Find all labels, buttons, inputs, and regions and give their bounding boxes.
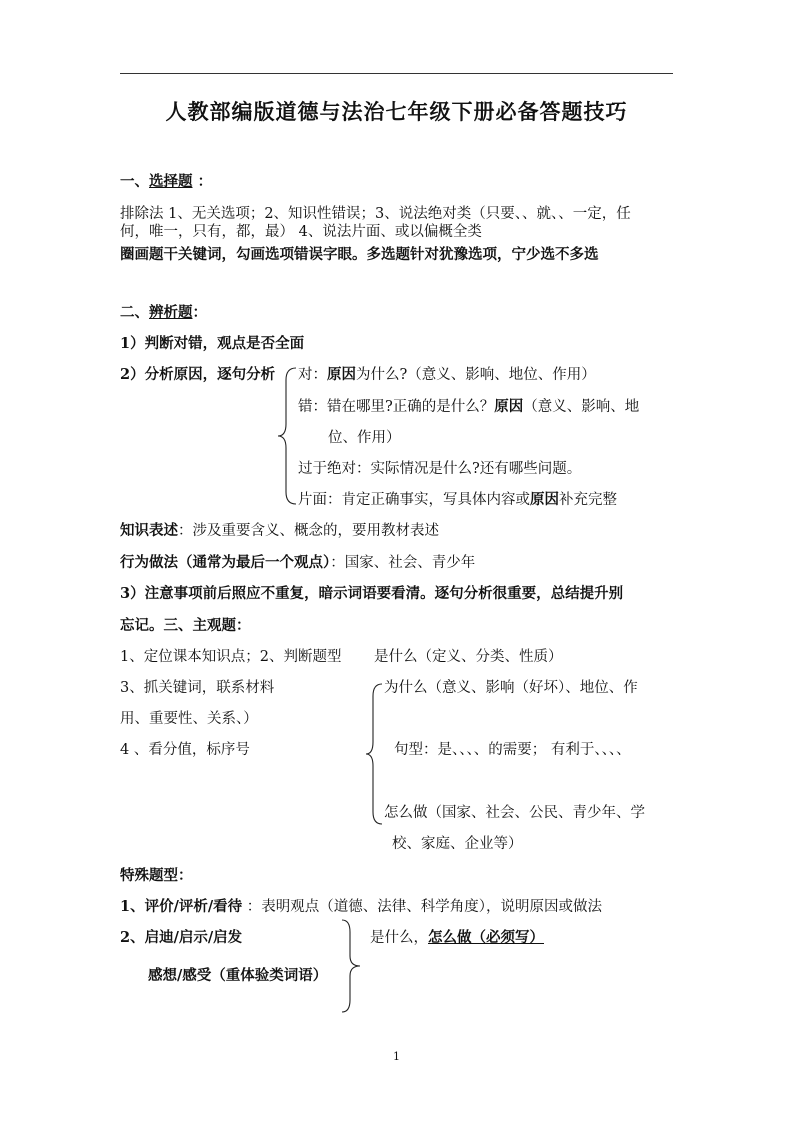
special-brace (340, 918, 362, 1014)
label: 1、评价/评析/看待 (120, 898, 243, 915)
label: 2、启迪/启示/启发 (120, 929, 243, 946)
type-why: 为什么（意义、影响（好坏）、地位、作 (384, 680, 638, 696)
type-how-cont: 校、家庭、企业等） (392, 836, 523, 852)
case-one-sided (298, 490, 617, 510)
special-type-2-answer (370, 928, 544, 948)
reason-keyword: 原因 (327, 366, 356, 383)
reason-keyword: 原因 (530, 491, 559, 508)
text: ：国家、社会、青少年 (330, 555, 476, 571)
choice-line-1: 排除法 1、无关选项；2、知识性错误；3、说法绝对类（只要、、就、、一定，任 (120, 206, 631, 222)
analysis-point-3-cont (120, 616, 251, 636)
sentence-pattern: 句型：是、、、、的需要； 有利于、、、、 (394, 742, 631, 758)
type-how: 怎么做（国家、社会、公民、青少年、学 (384, 805, 645, 821)
section-heading-choice (120, 172, 212, 192)
page-number: 1 (393, 1050, 400, 1063)
knowledge-expression (120, 521, 439, 541)
section-heading-subjective: 三、主观题： (163, 617, 251, 634)
label: 行为做法（通常为最后一个观点） (120, 554, 331, 571)
label: 知识表述 (120, 522, 178, 539)
case-absolute: 过于绝对：实际情况是什么?还有哪些问题。 (298, 461, 582, 477)
case-wrong-cont: 位、作用） (328, 430, 401, 446)
heading-colon: ： (197, 173, 213, 190)
subjective-step-3: 3、抓关键词，联系材料 (120, 680, 275, 696)
analysis-brace (276, 366, 298, 506)
heading-text: 辨析题 (149, 304, 193, 321)
type-why-cont: 用、重要性、关系、） (120, 711, 258, 727)
text: ：表明观点（道德、法律、科学角度），说明原因或做法 (242, 899, 603, 915)
case-text: 片面：肯定正确事实，写具体内容或 (298, 492, 530, 508)
special-type-2 (120, 928, 242, 948)
text: 是什么， (370, 930, 428, 946)
section-heading-analysis (120, 303, 207, 323)
choice-line-2: 何，唯一，只有，都，最） 4、说法片面、或以偏概全类 (120, 224, 482, 240)
behavior-method (120, 553, 475, 573)
choice-line-3: 圈画题干关键词，勾画选项错误字眼。多选题针对犹豫选项，宁少选不多选 (120, 246, 599, 263)
case-wrong (298, 397, 639, 417)
page-title: 人教部编版道德与法治七年级下册必备答题技巧 (165, 99, 628, 124)
emphasis: 怎么做（必须写） (428, 929, 544, 946)
special-type-1 (120, 897, 602, 917)
special-types-heading: 特殊题型： (120, 867, 193, 884)
case-text: （意义、影响、地 (523, 399, 640, 415)
subjective-step-1: 1、定位课本知识点；2、判断题型 (120, 649, 342, 665)
heading-number: 二、 (120, 304, 149, 321)
subjective-step-4: 4 、看分值，标序号 (120, 742, 250, 758)
analysis-point-2: 2）分析原因，逐句分析 (120, 366, 276, 383)
case-text: 为什么?（意义、影响、地位、作用） (356, 367, 596, 383)
type-what: 是什么（定义、分类、性质） (374, 649, 563, 665)
analysis-point-3: 3）注意事项前后照应不重复，暗示词语要看清。逐句分析很重要，总结提升别 (120, 585, 624, 602)
text: ：涉及重要含义、概念的，要用教材表述 (178, 523, 439, 539)
case-correct (298, 365, 596, 385)
text: 忘记。 (120, 617, 164, 634)
heading-text: 选择题 (149, 173, 193, 190)
reason-keyword: 原因 (494, 398, 524, 415)
subjective-brace (364, 682, 384, 826)
top-rule (120, 73, 673, 74)
case-label: 错：错在哪里?正确的是什么？ (298, 399, 495, 415)
case-text: 补充完整 (559, 492, 617, 508)
case-label: 对： (298, 367, 327, 383)
heading-number: 一、 (120, 173, 149, 190)
heading-colon: ： (192, 304, 207, 321)
special-type-3: 感想/感受（重体验类词语） (148, 967, 328, 984)
analysis-point-1: 1）判断对错，观点是否全面 (120, 335, 305, 352)
